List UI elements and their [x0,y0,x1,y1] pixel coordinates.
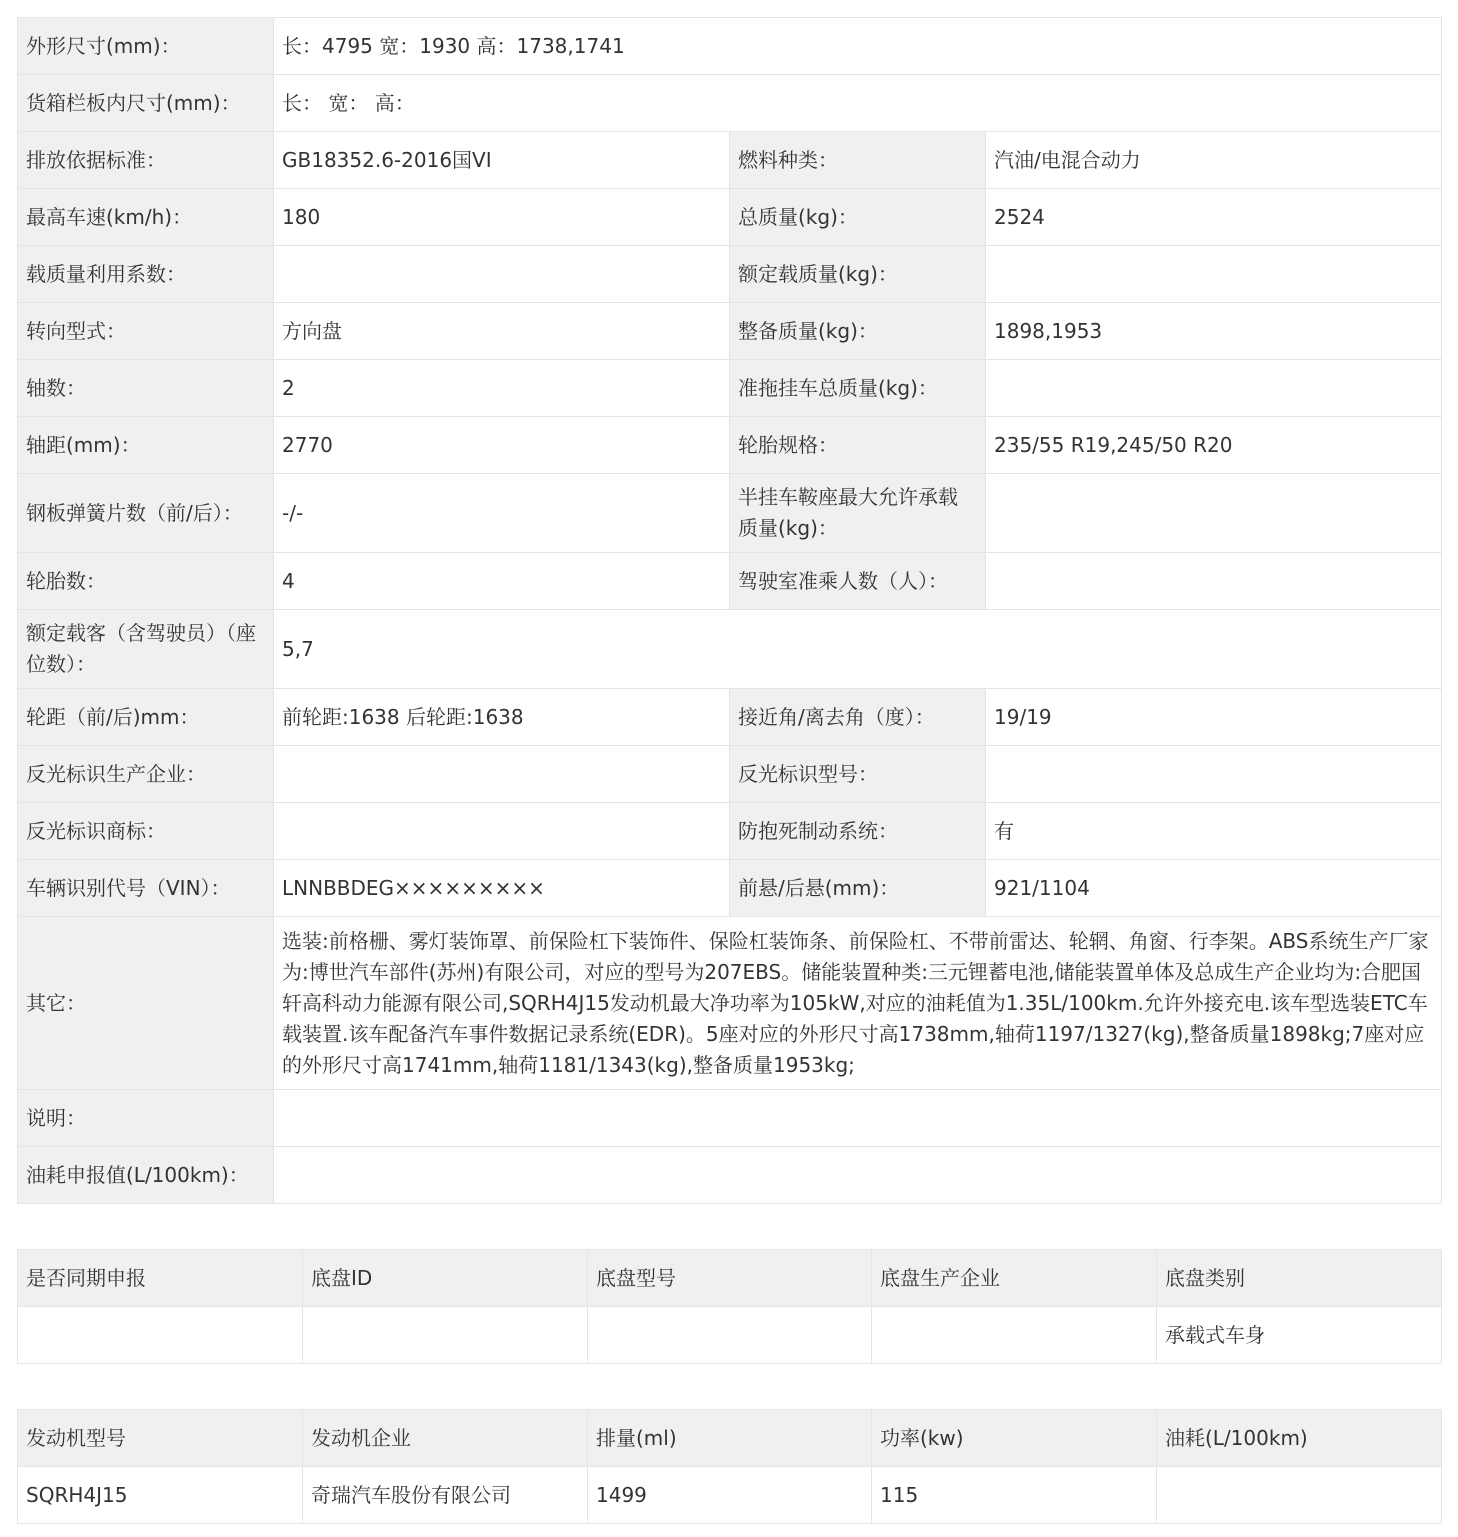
spec-row-brand-abs [18,803,1442,860]
engine-header-power: 功率(kw) [872,1410,1157,1467]
label-rated-load: 额定载质量(kg)： [730,246,986,303]
label-saddle-load: 半挂车鞍座最大允许承载质量(kg)： [730,474,986,553]
engine-header-row [18,1410,1442,1467]
label-tire-count: 轮胎数： [18,553,274,610]
spec-row-track [18,689,1442,746]
label-wheelbase: 轴距(mm)： [18,417,274,474]
chassis-header-type: 底盘类别 [1157,1250,1442,1307]
label-emission: 排放依据标准： [18,132,274,189]
spec-row-fuel-report [18,1147,1442,1204]
chassis-cell-maker [872,1307,1157,1364]
value-steering: 方向盘 [274,303,730,360]
value-abs: 有 [986,803,1442,860]
value-reflect-model [986,746,1442,803]
label-cab-seats: 驾驶室准乘人数（人）： [730,553,986,610]
spec-row-passengers [18,610,1442,689]
value-tire-spec: 235/55 R19,245/50 R20 [986,417,1442,474]
value-fuel: 汽油/电混合动力 [986,132,1442,189]
spec-sheet [17,17,1441,1524]
engine-cell-consumption [1157,1467,1442,1524]
engine-header-model: 发动机型号 [18,1410,303,1467]
value-angles: 19/19 [986,689,1442,746]
value-reflect-maker [274,746,730,803]
label-reflect-brand: 反光标识商标： [18,803,274,860]
label-cargo-dim: 货箱栏板内尺寸(mm)： [18,75,274,132]
value-load-factor [274,246,730,303]
label-fuel-report: 油耗申报值(L/100km)： [18,1147,274,1204]
spec-row-wheelbase [18,417,1442,474]
spec-row-outer-dim [18,18,1442,75]
chassis-header-model: 底盘型号 [588,1250,872,1307]
label-passengers: 额定载客（含驾驶员）（座位数）： [18,610,274,689]
value-tire-count: 4 [274,553,730,610]
engine-cell-displacement: 1499 [588,1467,872,1524]
value-leaf-springs: -/- [274,474,730,553]
value-cargo-dim: 长： 宽： 高： [274,75,1442,132]
chassis-cell-type: 承载式车身 [1157,1307,1442,1364]
label-steering: 转向型式： [18,303,274,360]
engine-header-consumption: 油耗(L/100km) [1157,1410,1442,1467]
spec-row-reflect [18,746,1442,803]
label-reflect-model: 反光标识型号： [730,746,986,803]
value-other: 选装:前格栅、雾灯装饰罩、前保险杠下装饰件、保险杠装饰条、前保险杠、不带前雷达、轮辋、角窗、行李架。ABS系统生产厂家为:博世汽车部件(苏州)有限公司，对应的型号为207EBS。储能装置种类:三元锂蓄电池,储能装置单体及总成生产企业均为:合肥国轩高科动力能源有限公司,SQRH4J15发动机最大净功率为105kW,对应的油耗值为1.35L/100km.允许外接充电.该车型选装ETC车载装置.该车配备汽车事件数据记录系统(EDR)。5座对应的外形尺寸高1738mm,轴荷1197/1327(kg),整备质量1898kg;7座对应的外形尺寸高1741mm,轴荷1181/1343(kg),整备质量1953kg; [274,917,1442,1090]
value-max-speed: 180 [274,189,730,246]
label-note: 说明： [18,1090,274,1147]
label-tire-spec: 轮胎规格： [730,417,986,474]
spec-row-cargo-dim [18,75,1442,132]
chassis-header-concurrent: 是否同期申报 [18,1250,303,1307]
chassis-header-id: 底盘ID [303,1250,588,1307]
value-note [274,1090,1442,1147]
spec-row-emission [18,132,1442,189]
label-outer-dim: 外形尺寸(mm)： [18,18,274,75]
value-total-mass: 2524 [986,189,1442,246]
chassis-cell-id [303,1307,588,1364]
value-wheelbase: 2770 [274,417,730,474]
spec-row-speed [18,189,1442,246]
spec-row-other [18,917,1442,1090]
chassis-table [17,1249,1442,1364]
label-overhang: 前悬/后悬(mm)： [730,860,986,917]
chassis-cell-concurrent [18,1307,303,1364]
value-reflect-brand [274,803,730,860]
engine-cell-maker: 奇瑞汽车股份有限公司 [303,1467,588,1524]
value-cab-seats [986,553,1442,610]
spec-row-axles [18,360,1442,417]
label-vin: 车辆识别代号（VIN）： [18,860,274,917]
engine-table [17,1409,1442,1524]
value-fuel-report [274,1147,1442,1204]
label-leaf-springs: 钢板弹簧片数（前/后）： [18,474,274,553]
chassis-header-row [18,1250,1442,1307]
value-saddle-load [986,474,1442,553]
engine-cell-model: SQRH4J15 [18,1467,303,1524]
label-other: 其它： [18,917,274,1090]
engine-header-maker: 发动机企业 [303,1410,588,1467]
table-row [18,1467,1442,1524]
table-row [18,1307,1442,1364]
value-outer-dim: 长：4795 宽：1930 高：1738,1741 [274,18,1442,75]
spec-row-steering [18,303,1442,360]
chassis-cell-model [588,1307,872,1364]
value-axles: 2 [274,360,730,417]
value-emission: GB18352.6-2016国VI [274,132,730,189]
label-load-factor: 载质量利用系数： [18,246,274,303]
label-curb-mass: 整备质量(kg)： [730,303,986,360]
label-angles: 接近角/离去角（度）： [730,689,986,746]
label-trailer-mass: 准拖挂车总质量(kg)： [730,360,986,417]
engine-header-displacement: 排量(ml) [588,1410,872,1467]
chassis-header-maker: 底盘生产企业 [872,1250,1157,1307]
vehicle-spec-table [17,17,1442,1204]
value-trailer-mass [986,360,1442,417]
label-max-speed: 最高车速(km/h)： [18,189,274,246]
label-total-mass: 总质量(kg)： [730,189,986,246]
spec-row-vin [18,860,1442,917]
label-fuel: 燃料种类： [730,132,986,189]
value-track: 前轮距:1638 后轮距:1638 [274,689,730,746]
value-vin: LNNBBDEG××××××××× [274,860,730,917]
value-passengers: 5,7 [274,610,1442,689]
label-reflect-maker: 反光标识生产企业： [18,746,274,803]
spec-row-note [18,1090,1442,1147]
spec-row-tires [18,553,1442,610]
spec-row-load [18,246,1442,303]
label-track: 轮距（前/后)mm： [18,689,274,746]
spec-row-springs [18,474,1442,553]
value-overhang: 921/1104 [986,860,1442,917]
value-curb-mass: 1898,1953 [986,303,1442,360]
value-rated-load [986,246,1442,303]
label-axles: 轴数： [18,360,274,417]
engine-cell-power: 115 [872,1467,1157,1524]
label-abs: 防抱死制动系统： [730,803,986,860]
